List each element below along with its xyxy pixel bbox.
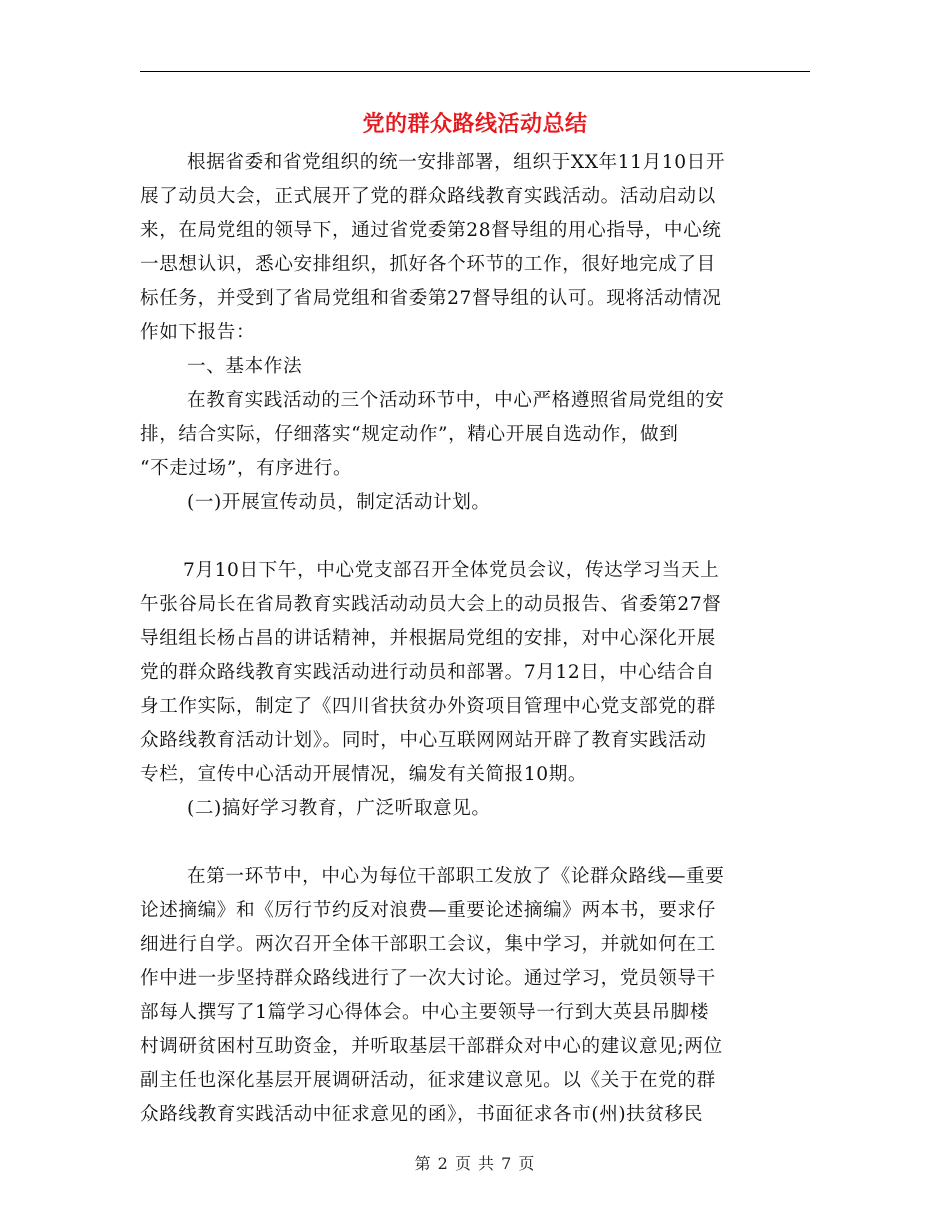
body-line: 细进行自学。两次召开全体干部职工会议，集中学习，并就如何在工 [140,934,716,955]
body-line: 在教育实践活动的三个活动环节中，中心严格遵照省局党组的安 [187,390,725,411]
body-line: 导组组长杨占昌的讲话精神，并根据局党组的安排，对中心深化开展 [140,628,716,649]
body-line: 副主任也深化基层开展调研活动，征求建议意见。以《关于在党的群 [140,1070,716,1091]
subsection-heading: (一)开展宣传动员，制定活动计划。 [187,492,491,513]
document-body [140,146,810,1132]
body-line: 作如下报告： [140,322,256,343]
document-title: 党的群众路线活动总结 [362,112,588,137]
paragraph-gap [140,826,810,860]
body-line: 一思想认识，悉心安排组织，抓好各个环节的工作，很好地完成了目 [140,254,716,275]
page-number: 第 2 页 共 7 页 [414,1154,536,1173]
body-line: 部每人撰写了1篇学习心得体会。中心主要领导一行到大英县吊脚楼 [140,1002,710,1023]
body-line: 众路线教育实践活动中征求意见的函》，书面征求各市(州)扶贫移民 [140,1104,704,1125]
body-line: 展了动员大会，正式展开了党的群众路线教育实践活动。活动启动以 [140,186,716,207]
body-line: 来，在局党组的领导下，通过省党委第28督导组的用心指导，中心统 [140,220,722,241]
body-line: “不走过场”，有序进行。 [140,458,353,479]
subsection-heading: (二)搞好学习教育，广泛听取意见。 [187,798,491,819]
body-line: 专栏，宣传中心活动开展情况，编发有关简报10期。 [140,764,588,785]
section-heading: 一、基本作法 [187,356,303,377]
body-line: 午张谷局长在省局教育实践活动动员大会上的动员报告、省委第27督 [140,594,722,615]
body-line: 众路线教育活动计划》。同时，中心互联网网站开辟了教育实践活动 [140,730,707,751]
body-line: 根据省委和省党组织的统一安排部署，组织于XX年11月10日开 [187,152,726,173]
body-line: 排，结合实际，仔细落实“规定动作”，精心开展自选动作，做到 [140,424,679,445]
body-line: 标任务，并受到了省局党组和省委第27督导组的认可。现将活动情况 [140,288,722,309]
body-line: 论述摘编》和《厉行节约反对浪费—重要论述摘编》两本书，要求仔 [140,900,716,921]
body-line: 身工作实际，制定了《四川省扶贫办外资项目管理中心党支部党的群 [140,696,716,717]
header-rule [140,71,810,72]
body-line: 村调研贫困村互助资金，并听取基层干部群众对中心的建议意见;两位 [140,1036,723,1057]
body-line: 7月10日下午，中心党支部召开全体党员会议，传达学习当天上 [183,560,720,581]
body-line: 作中进一步坚持群众路线进行了一次大讨论。通过学习，党员领导干 [140,968,716,989]
body-line: 党的群众路线教育实践活动进行动员和部署。7月12日，中心结合自 [140,662,715,683]
body-line: 在第一环节中，中心为每位干部职工发放了《论群众路线—重要 [187,866,725,887]
paragraph-gap [140,520,810,554]
